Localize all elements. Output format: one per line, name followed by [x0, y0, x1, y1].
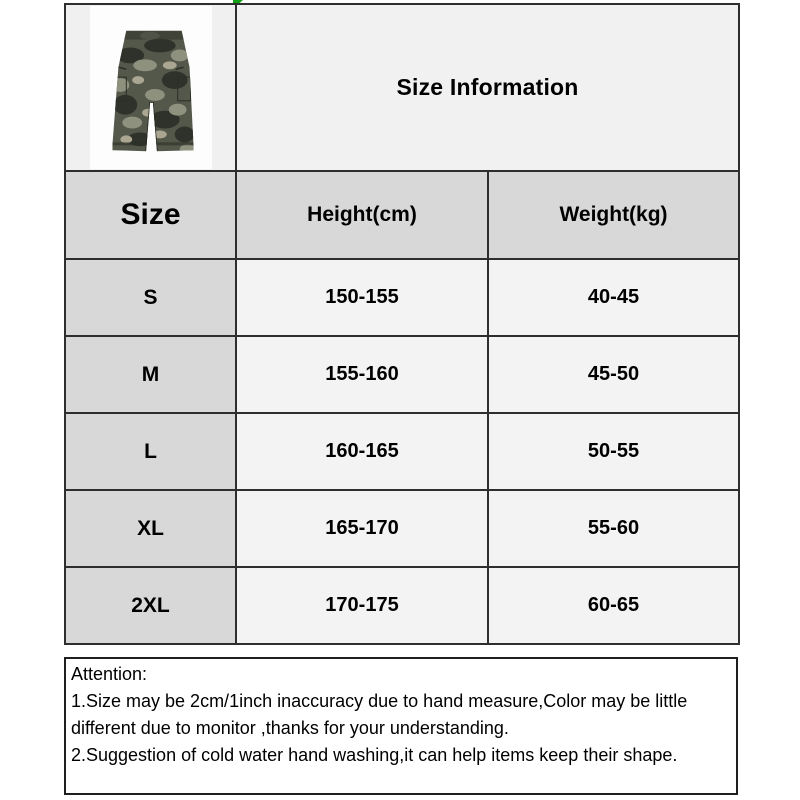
- size-information-table: [64, 3, 740, 645]
- weight-value: 40-45: [488, 259, 739, 336]
- weight-value: 45-50: [488, 336, 739, 413]
- height-value: 170-175: [236, 567, 488, 644]
- size-label: 2XL: [65, 567, 236, 644]
- attention-notes: [64, 657, 738, 795]
- weight-value: 60-65: [488, 567, 739, 644]
- height-value: 150-155: [236, 259, 488, 336]
- height-value: 160-165: [236, 413, 488, 490]
- table-row-xl: [65, 490, 739, 567]
- size-label: L: [65, 413, 236, 490]
- column-header-size: Size: [65, 171, 236, 259]
- camo-shorts-image: [90, 6, 212, 169]
- table-row-s: [65, 259, 739, 336]
- weight-value: 55-60: [488, 490, 739, 567]
- table-row-2xl: [65, 567, 739, 644]
- attention-note-2: 2.Suggestion of cold water hand washing,it can help items keep their shape.: [71, 745, 678, 765]
- size-label: M: [65, 336, 236, 413]
- attention-heading: Attention:: [71, 664, 148, 684]
- attention-note-1: 1.Size may be 2cm/1inch inaccuracy due to hand measure,Color may be little different due to monitor ,thanks for your understanding.: [71, 691, 688, 738]
- page-title: Size Information: [236, 4, 739, 171]
- column-header-weight: Weight(kg): [488, 171, 739, 259]
- table-header-row: [65, 171, 739, 259]
- column-header-height: Height(cm): [236, 171, 488, 259]
- height-value: 155-160: [236, 336, 488, 413]
- size-label: XL: [65, 490, 236, 567]
- size-label: S: [65, 259, 236, 336]
- product-image-cell: [65, 4, 236, 171]
- table-row-l: [65, 413, 739, 490]
- table-row-m: [65, 336, 739, 413]
- image-title-row: [65, 4, 739, 171]
- height-value: 165-170: [236, 490, 488, 567]
- weight-value: 50-55: [488, 413, 739, 490]
- product-photo: [90, 6, 212, 169]
